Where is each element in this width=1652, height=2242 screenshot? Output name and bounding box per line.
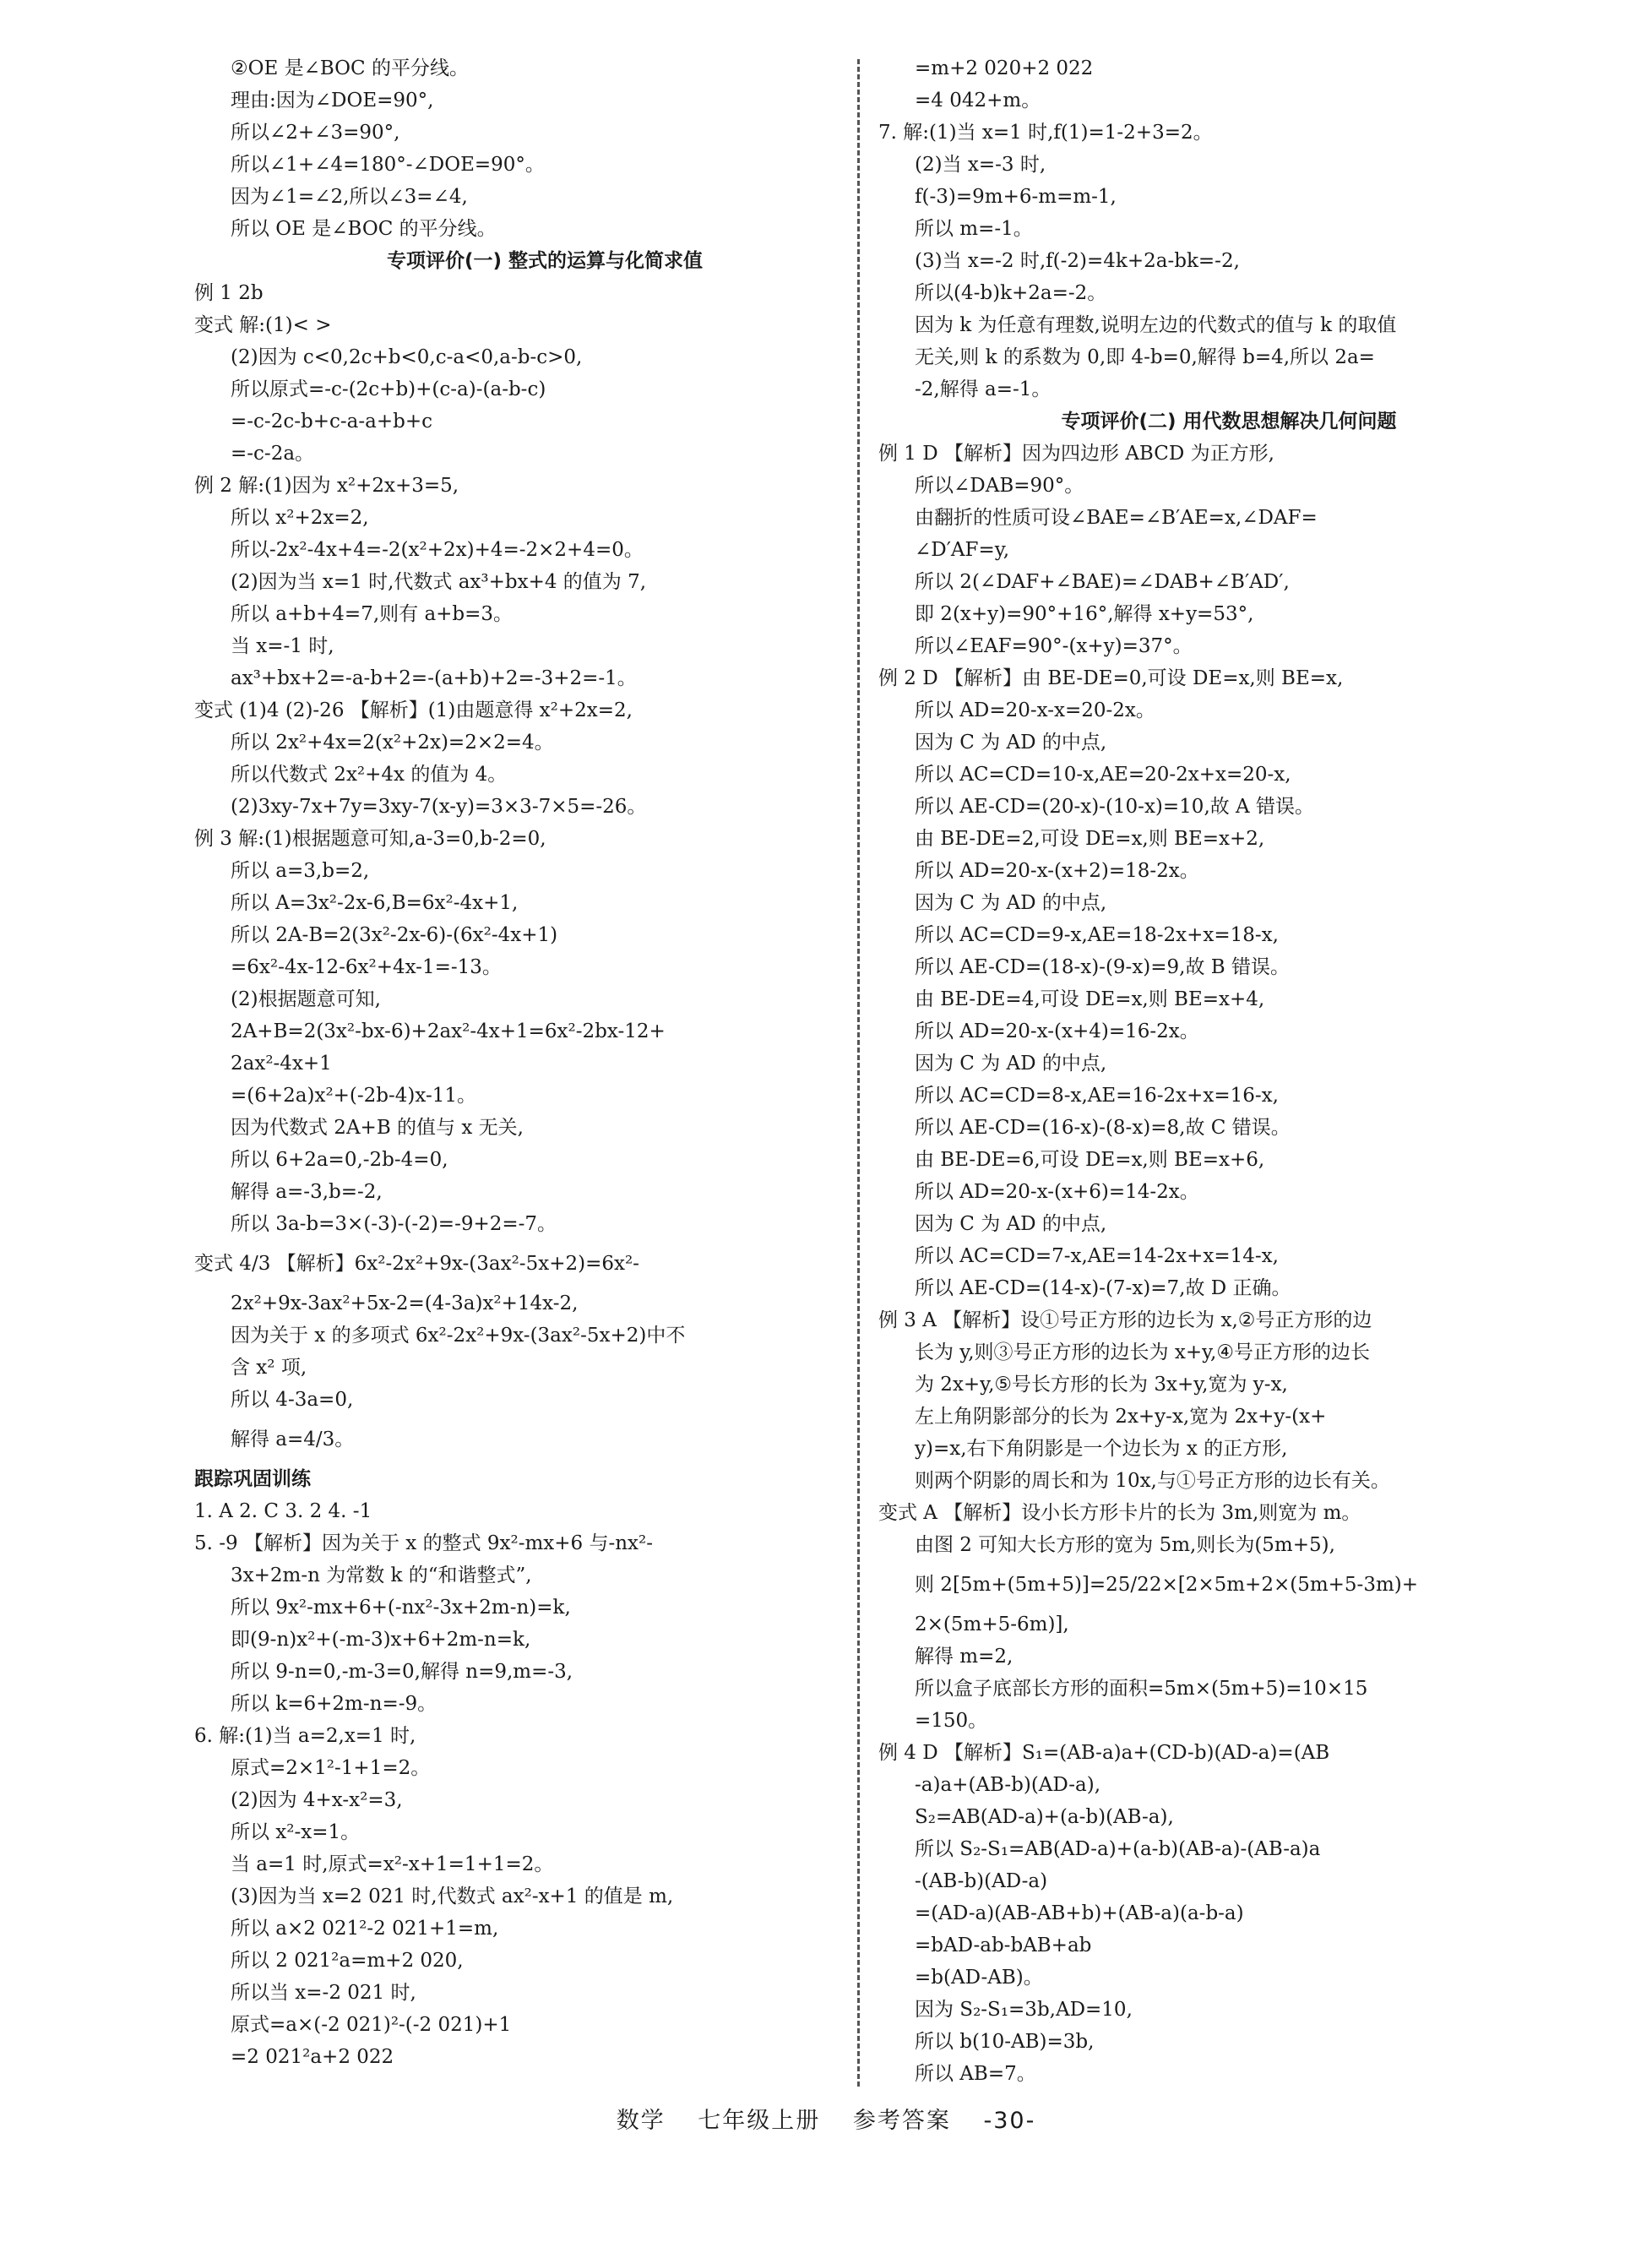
page-number: -30- bbox=[983, 2108, 1036, 2134]
text-line: 变式 A 【解析】设小长方形卡片的长为 3m,则宽为 m。 bbox=[878, 1502, 1361, 1524]
section-heading: 专项评价(一) 整式的运算与化简求值 bbox=[386, 250, 704, 272]
text-line: 所以 x²+2x=2, bbox=[231, 507, 369, 529]
text-line: 因为 C 为 AD 的中点, bbox=[915, 1213, 1107, 1235]
text-line: 因为 C 为 AD 的中点, bbox=[915, 892, 1107, 914]
text-line: y)=x,右下角阴影是一个边长为 x 的正方形, bbox=[915, 1438, 1288, 1460]
text-line: 因为 k 为任意有理数,说明左边的代数式的值与 k 的取值 bbox=[915, 314, 1397, 336]
text-line: 变式 (1)4 (2)-26 【解析】(1)由题意得 x²+2x=2, bbox=[194, 699, 633, 721]
text-line: 所以 a+b+4=7,则有 a+b=3。 bbox=[231, 603, 514, 625]
footer-subject: 数学 bbox=[616, 2108, 666, 2134]
text-line: 2A+B=2(3x²-bx-6)+2ax²-4x+1=6x²-2bx-12+ bbox=[231, 1020, 666, 1042]
text-line: 由翻折的性质可设∠BAE=∠B′AE=x,∠DAF= bbox=[915, 507, 1318, 529]
text-line: 所以 4-3a=0, bbox=[231, 1389, 354, 1411]
text-line: 由图 2 可知大长方形的宽为 5m,则长为(5m+5), bbox=[915, 1534, 1335, 1556]
text-line: 所以 AE-CD=(14-x)-(7-x)=7,故 D 正确。 bbox=[915, 1277, 1291, 1299]
text-line: 所以 m=-1。 bbox=[915, 218, 1033, 240]
text-line: 所以 b(10-AB)=3b, bbox=[915, 2031, 1095, 2053]
text-line: 无关,则 k 的系数为 0,即 4-b=0,解得 b=4,所以 2a= bbox=[915, 346, 1375, 368]
text-line: 则两个阴影的周长和为 10x,与①号正方形的边长有关。 bbox=[915, 1470, 1390, 1492]
text-line: 所以 9-n=0,-m-3=0,解得 n=9,m=-3, bbox=[231, 1661, 573, 1683]
text-line: =bAD-ab-bAB+ab bbox=[915, 1935, 1092, 1956]
text-line: 6. 解:(1)当 a=2,x=1 时, bbox=[194, 1725, 416, 1747]
text-line: 当 x=-1 时, bbox=[231, 635, 334, 657]
text-line: 2x²+9x-3ax²+5x-2=(4-3a)x²+14x-2, bbox=[231, 1292, 579, 1314]
text-line: 所以 AD=20-x-x=20-2x。 bbox=[915, 699, 1155, 721]
text-line: 所以 AD=20-x-(x+2)=18-2x。 bbox=[915, 860, 1199, 882]
text-line: -2,解得 a=-1。 bbox=[915, 378, 1052, 400]
text-line: 解得 a=-3,b=-2, bbox=[231, 1181, 383, 1203]
text-line: S₂=AB(AD-a)+(a-b)(AB-a), bbox=[915, 1806, 1174, 1828]
text-line: =-c-2c-b+c-a-a+b+c bbox=[231, 411, 432, 433]
text-line: 所以 OE 是∠BOC 的平分线。 bbox=[231, 218, 497, 240]
text-line: =b(AD-AB)。 bbox=[915, 1967, 1043, 1989]
text-line: 即(9-n)x²+(-m-3)x+6+2m-n=k, bbox=[231, 1629, 531, 1651]
text-line: 所以∠EAF=90°-(x+y)=37°。 bbox=[915, 635, 1193, 657]
text-line: 变式 解:(1)< > bbox=[194, 314, 332, 336]
text-line: 所以 3a-b=3×(-3)-(-2)=-9+2=-7。 bbox=[231, 1213, 557, 1235]
text-line: -(AB-b)(AD-a) bbox=[915, 1870, 1048, 1892]
text-line: 由 BE-DE=6,可设 DE=x,则 BE=x+6, bbox=[915, 1149, 1265, 1171]
text-line: 所以 AE-CD=(20-x)-(10-x)=10,故 A 错误。 bbox=[915, 796, 1314, 818]
text-line: =150。 bbox=[915, 1710, 988, 1732]
text-line: f(-3)=9m+6-m=m-1, bbox=[915, 186, 1117, 208]
text-line: 左上角阴影部分的长为 2x+y-x,宽为 2x+y-(x+ bbox=[915, 1406, 1327, 1428]
text-line: (2)3xy-7x+7y=3xy-7(x-y)=3×3-7×5=-26。 bbox=[231, 796, 647, 818]
footer-section: 参考答案 bbox=[852, 2108, 951, 2134]
text-line: ②OE 是∠BOC 的平分线。 bbox=[231, 57, 469, 79]
text-line: =-c-2a。 bbox=[231, 443, 315, 465]
text-line: 长为 y,则③号正方形的边长为 x+y,④号正方形的边长 bbox=[915, 1341, 1370, 1363]
section-subheading: 跟踪巩固训练 bbox=[194, 1468, 311, 1490]
text-line: (2)根据题意可知, bbox=[231, 988, 381, 1010]
text-line: 解得 a=4/3。 bbox=[231, 1428, 355, 1450]
text-line: 所以盒子底部长方形的面积=5m×(5m+5)=10×15 bbox=[915, 1678, 1368, 1700]
text-line: 所以 S₂-S₁=AB(AD-a)+(a-b)(AB-a)-(AB-a)a bbox=[915, 1838, 1321, 1860]
text-line: 所以 AD=20-x-(x+6)=14-2x。 bbox=[915, 1181, 1199, 1203]
text-line: 所以 2A-B=2(3x²-2x-6)-(6x²-4x+1) bbox=[231, 924, 558, 946]
text-line: 所以 2x²+4x=2(x²+2x)=2×2=4。 bbox=[231, 732, 554, 754]
text-line: 则 2[5m+(5m+5)]=25/22×[2×5m+2×(5m+5-3m)+ bbox=[915, 1574, 1419, 1596]
text-line: 所以 AC=CD=9-x,AE=18-2x+x=18-x, bbox=[915, 924, 1279, 946]
text-line: 所以 AD=20-x-(x+4)=16-2x。 bbox=[915, 1020, 1199, 1042]
text-line: 所以∠2+∠3=90°, bbox=[231, 122, 400, 144]
text-line: 所以 AC=CD=10-x,AE=20-2x+x=20-x, bbox=[915, 764, 1291, 786]
text-line: 所以 AC=CD=7-x,AE=14-2x+x=14-x, bbox=[915, 1245, 1279, 1267]
right-column bbox=[878, 52, 1579, 2090]
text-line: 所以 x²-x=1。 bbox=[231, 1821, 361, 1843]
text-line: 例 4 D 【解析】S₁=(AB-a)a+(CD-b)(AD-a)=(AB bbox=[878, 1742, 1330, 1764]
text-line: 为 2x+y,⑤号长方形的长为 3x+y,宽为 y-x, bbox=[915, 1374, 1288, 1396]
text-line: 变式 4/3 【解析】6x²-2x²+9x-(3ax²-5x+2)=6x²- bbox=[194, 1253, 639, 1275]
text-line: 当 a=1 时,原式=x²-x+1=1+1=2。 bbox=[231, 1853, 554, 1875]
text-line: 因为 S₂-S₁=3b,AD=10, bbox=[915, 1999, 1133, 2021]
text-line: 即 2(x+y)=90°+16°,解得 x+y=53°, bbox=[915, 603, 1254, 625]
text-line: 所以(4-b)k+2a=-2。 bbox=[915, 282, 1107, 304]
text-line: 由 BE-DE=2,可设 DE=x,则 BE=x+2, bbox=[915, 828, 1265, 850]
footer-grade: 七年级上册 bbox=[698, 2108, 821, 2134]
text-line: =m+2 020+2 022 bbox=[915, 57, 1094, 79]
text-line: 所以 6+2a=0,-2b-4=0, bbox=[231, 1149, 448, 1171]
text-line: 例 1 D 【解析】因为四边形 ABCD 为正方形, bbox=[878, 443, 1274, 465]
text-line: (3)因为当 x=2 021 时,代数式 ax²-x+1 的值是 m, bbox=[231, 1886, 674, 1907]
text-line: -a)a+(AB-b)(AD-a), bbox=[915, 1774, 1101, 1796]
text-line: 例 2 D 【解析】由 BE-DE=0,可设 DE=x,则 BE=x, bbox=[878, 667, 1344, 689]
text-line: =(AD-a)(AB-AB+b)+(AB-a)(a-b-a) bbox=[915, 1902, 1244, 1924]
text-line: 所以 a=3,b=2, bbox=[231, 860, 370, 882]
text-line: 2×(5m+5-6m)], bbox=[915, 1613, 1069, 1635]
text-line: (2)当 x=-3 时, bbox=[915, 154, 1046, 176]
text-line: 所以代数式 2x²+4x 的值为 4。 bbox=[231, 764, 508, 786]
text-line: 所以 AE-CD=(18-x)-(9-x)=9,故 B 错误。 bbox=[915, 956, 1291, 978]
text-line: 所以 AB=7。 bbox=[915, 2063, 1036, 2085]
text-line: 所以 2 021²a=m+2 020, bbox=[231, 1950, 464, 1972]
text-line: =6x²-4x-12-6x²+4x-1=-13。 bbox=[231, 956, 502, 978]
text-line: 所以 k=6+2m-n=-9。 bbox=[231, 1693, 437, 1715]
text-line: 所以-2x²-4x+4=-2(x²+2x)+4=-2×2+4=0。 bbox=[231, 539, 644, 561]
text-line: 所以 a×2 021²-2 021+1=m, bbox=[231, 1918, 499, 1940]
text-line: 因为关于 x 的多项式 6x²-2x²+9x-(3ax²-5x+2)中不 bbox=[231, 1325, 686, 1347]
text-line: (2)因为当 x=1 时,代数式 ax³+bx+4 的值为 7, bbox=[231, 571, 647, 593]
text-line: 因为 C 为 AD 的中点, bbox=[915, 1053, 1107, 1075]
text-line: ∠D′AF=y, bbox=[915, 539, 1010, 561]
page-footer bbox=[0, 2102, 1652, 2135]
text-line: 因为代数式 2A+B 的值与 x 无关, bbox=[231, 1117, 524, 1139]
text-line: (2)因为 c<0,2c+b<0,c-a<0,a-b-c>0, bbox=[231, 346, 583, 368]
left-column bbox=[194, 52, 895, 2073]
text-line: 7. 解:(1)当 x=1 时,f(1)=1-2+3=2。 bbox=[878, 122, 1213, 144]
text-line: 3x+2m-n 为常数 k 的“和谐整式”, bbox=[231, 1565, 532, 1586]
text-line: 所以当 x=-2 021 时, bbox=[231, 1982, 416, 2004]
section-heading: 专项评价(二) 用代数思想解决几何问题 bbox=[1061, 411, 1397, 433]
text-line: 因为 C 为 AD 的中点, bbox=[915, 732, 1107, 754]
text-line: 所以 9x²-mx+6+(-nx²-3x+2m-n)=k, bbox=[231, 1597, 571, 1619]
text-line: 因为∠1=∠2,所以∠3=∠4, bbox=[231, 186, 468, 208]
text-line: 所以 A=3x²-2x-6,B=6x²-4x+1, bbox=[231, 892, 519, 914]
text-line: 所以∠1+∠4=180°-∠DOE=90°。 bbox=[231, 154, 545, 176]
text-line: 例 1 2b bbox=[194, 282, 264, 304]
text-line: 由 BE-DE=4,可设 DE=x,则 BE=x+4, bbox=[915, 988, 1265, 1010]
text-line: 所以 AE-CD=(16-x)-(8-x)=8,故 C 错误。 bbox=[915, 1117, 1291, 1139]
text-line: ax³+bx+2=-a-b+2=-(a+b)+2=-3+2=-1。 bbox=[231, 667, 637, 689]
text-line: (2)因为 4+x-x²=3, bbox=[231, 1789, 403, 1811]
text-line: =(6+2a)x²+(-2b-4)x-11。 bbox=[231, 1085, 477, 1107]
text-line: 例 3 A 【解析】设①号正方形的边长为 x,②号正方形的边 bbox=[878, 1309, 1372, 1331]
text-line: =4 042+m。 bbox=[915, 90, 1041, 112]
text-line: 原式=2×1²-1+1=2。 bbox=[231, 1757, 431, 1779]
text-line: 原式=a×(-2 021)²-(-2 021)+1 bbox=[231, 2014, 512, 2036]
text-line: 所以∠DAB=90°。 bbox=[915, 475, 1084, 497]
text-line: 理由:因为∠DOE=90°, bbox=[231, 90, 434, 112]
text-line: 所以原式=-c-(2c+b)+(c-a)-(a-b-c) bbox=[231, 378, 546, 400]
text-line: 所以 2(∠DAF+∠BAE)=∠DAB+∠B′AD′, bbox=[915, 571, 1290, 593]
text-line: (3)当 x=-2 时,f(-2)=4k+2a-bk=-2, bbox=[915, 250, 1240, 272]
text-line: 1. A 2. C 3. 2 4. -1 bbox=[194, 1500, 372, 1522]
text-line: 例 2 解:(1)因为 x²+2x+3=5, bbox=[194, 475, 459, 497]
text-line: 解得 m=2, bbox=[915, 1646, 1013, 1668]
text-line: 所以 AC=CD=8-x,AE=16-2x+x=16-x, bbox=[915, 1085, 1279, 1107]
text-line: 含 x² 项, bbox=[231, 1357, 307, 1379]
text-line: 例 3 解:(1)根据题意可知,a-3=0,b-2=0, bbox=[194, 828, 546, 850]
text-line: 5. -9 【解析】因为关于 x 的整式 9x²-mx+6 与-nx²- bbox=[194, 1532, 654, 1554]
text-line: 2ax²-4x+1 bbox=[231, 1053, 332, 1075]
column-divider bbox=[857, 59, 860, 2087]
text-line: =2 021²a+2 022 bbox=[231, 2046, 394, 2068]
